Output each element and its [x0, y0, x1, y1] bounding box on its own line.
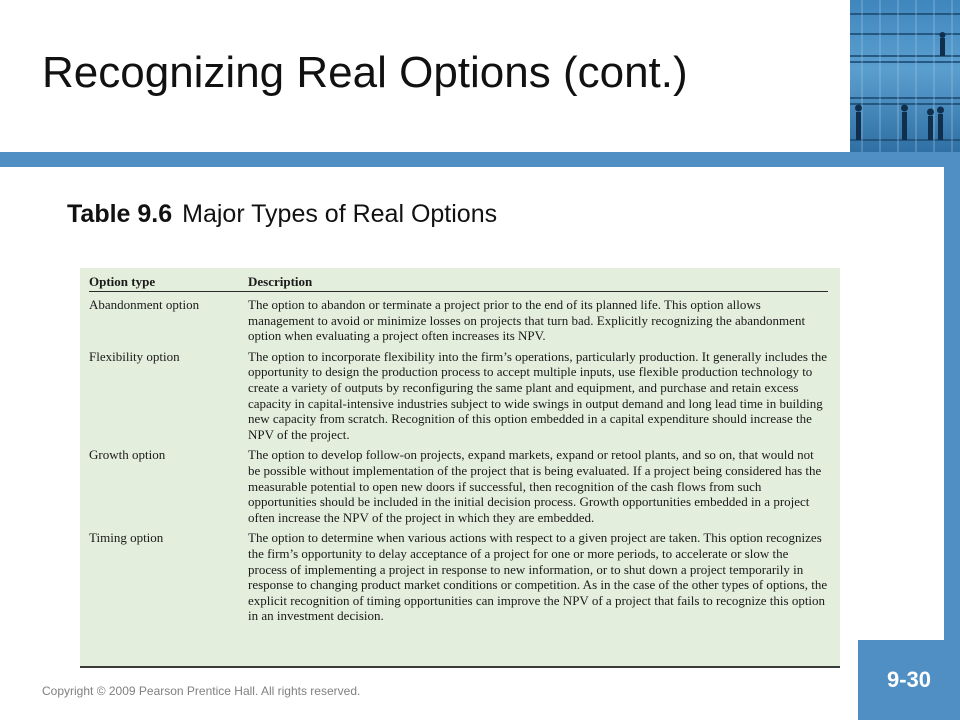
table-row [89, 344, 828, 443]
header-divider-bar [0, 152, 960, 167]
right-edge-bar [944, 152, 960, 720]
option-type-cell: Timing option [89, 530, 164, 546]
table-row [89, 292, 828, 344]
header-photo [850, 0, 960, 152]
slide-number: 9-30 [858, 640, 960, 720]
option-type-cell: Flexibility option [89, 348, 180, 364]
table-caption-text: Major Types of Real Options [182, 200, 498, 228]
copyright-notice: Copyright © 2009 Pearson Prentice Hall. All rights reserved. [42, 684, 361, 698]
table-row [89, 525, 828, 624]
table-caption [67, 200, 497, 229]
column-header-option-type: Option type [89, 274, 156, 289]
column-header-description: Description [248, 274, 313, 289]
description-cell: The option to develop follow-on projects, expand markets, expand or retool plants, and so on, that would not be possible without implementation of the project that is being evaluated. If a project being considered has the measurable potential to open new doors if successful, then recognition of the cash flows from such opportunities should be included in the initial decision process. Growth opportunities embedded in a project often increase the NPV of the project in which they are embedded. [248, 447, 822, 525]
description-cell: The option to abandon or terminate a project prior to the end of its planned life. This option allows management to avoid or minimize losses on projects that turn bad. Explicitly recognizing the abandonment option when evaluating a project often increases its NPV. [248, 297, 806, 344]
slide-title: Recognizing Real Options (cont.) [42, 48, 688, 97]
option-type-cell: Abandonment option [89, 297, 200, 312]
real-options-table [80, 268, 840, 668]
building-silhouette-image [850, 0, 960, 152]
table-bottom-rule [80, 666, 840, 668]
description-cell: The option to determine when various actions with respect to a given project are taken. This option recognizes the firm’s opportunity to delay acceptance of a project for one or more periods, to accelerate or slow the process of implementing a project in response to new information, or to shut down a project temporarily in response to changing product market conditions or competition. As in the case of the other types of options, the explicit recognition of timing opportunities can improve the NPV of a project that fails to recognize this option in an investment decision. [248, 530, 828, 624]
description-cell: The option to incorporate flexibility into the firm’s operations, particularly production. It generally includes the opportunity to design the production process to accept multiple inputs, use flexible production technology to create a variety of outputs by reconfiguring the same plant and equipment, and purchase and retain excess capacity in capital-intensive industries subject to wide swings in output demand and long lead time in building new capacity from scratch. Recognition of this option embedded in a capital expenditure should increase the NPV of the project. [248, 348, 828, 442]
table-number: Table 9.6 [67, 200, 173, 228]
option-type-cell: Growth option [89, 447, 166, 463]
table-header-row [89, 270, 828, 292]
table-row [89, 442, 828, 525]
